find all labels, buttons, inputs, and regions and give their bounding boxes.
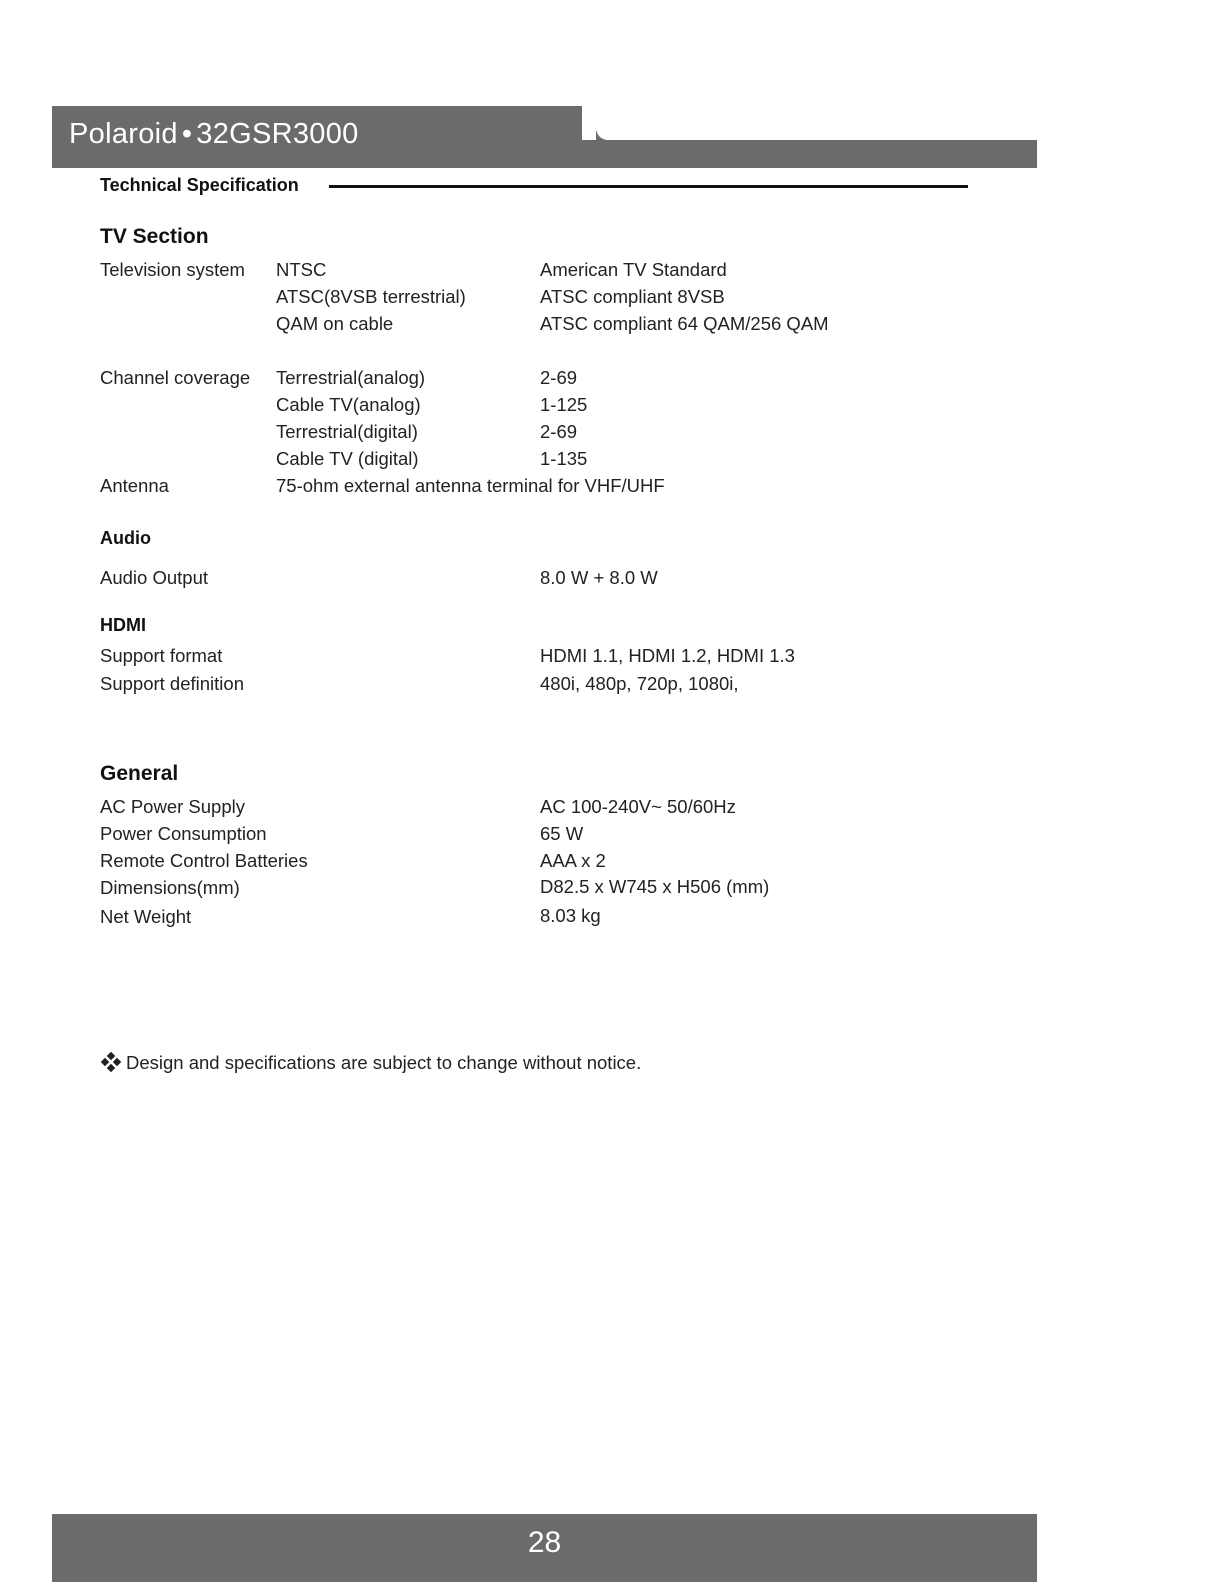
spec-value: 480i, 480p, 720p, 1080i, — [540, 673, 739, 694]
page-footer — [52, 1514, 1037, 1582]
spec-value: 2-69 — [540, 421, 578, 442]
tv-section-title: TV Section — [100, 225, 209, 248]
television-system-label: Television system — [100, 259, 245, 280]
footnote-text: Design and specifications are subject to change without notice. — [126, 1052, 642, 1073]
header-title — [69, 118, 359, 151]
channel-coverage-label: Channel coverage — [100, 367, 251, 388]
section-heading — [100, 175, 968, 197]
spec-label: Power Consumption — [100, 823, 267, 844]
spec-value: 1-125 — [540, 394, 588, 415]
audio-output-value: 8.0 W + 8.0 W — [540, 567, 658, 588]
page-header — [52, 106, 1037, 168]
spec-value: 1-135 — [540, 448, 588, 469]
spec-name: ATSC(8VSB terrestrial) — [276, 286, 466, 307]
diamond-bullet-icon — [100, 1052, 122, 1072]
spec-label: Support definition — [100, 673, 244, 694]
spec-value: AAA x 2 — [540, 850, 606, 871]
spec-value: D82.5 x W745 x H506 (mm) — [540, 876, 770, 897]
spec-label: Net Weight — [100, 906, 192, 927]
spec-label: Dimensions(mm) — [100, 877, 240, 898]
header-strip — [582, 140, 1037, 168]
spec-value: HDMI 1.1, HDMI 1.2, HDMI 1.3 — [540, 645, 795, 666]
section-rule — [329, 185, 968, 188]
general-title: General — [100, 762, 179, 785]
brand-name: Polaroid — [69, 118, 178, 150]
audio-title: Audio — [100, 528, 151, 548]
spec-label: AC Power Supply — [100, 796, 245, 817]
page-number: 28 — [527, 1526, 562, 1559]
spec-label: Support format — [100, 645, 223, 666]
spec-name: Cable TV(analog) — [276, 394, 421, 415]
model-number: 32GSR3000 — [196, 118, 359, 150]
spec-name: Cable TV (digital) — [276, 448, 419, 469]
audio-output-label: Audio Output — [100, 567, 208, 588]
spec-value: American TV Standard — [540, 259, 727, 280]
spec-label: Remote Control Batteries — [100, 850, 308, 871]
spec-value: 2-69 — [540, 367, 578, 388]
antenna-label: Antenna — [100, 475, 169, 496]
spec-name: QAM on cable — [276, 313, 394, 334]
brand-separator: • — [181, 118, 193, 150]
spec-name: Terrestrial(digital) — [276, 421, 418, 442]
section-label: Technical Specification — [100, 175, 311, 195]
spec-value: 8.03 kg — [540, 905, 601, 926]
spec-value: ATSC compliant 8VSB — [540, 286, 725, 307]
spec-name: Terrestrial(analog) — [276, 367, 426, 388]
hdmi-title: HDMI — [100, 615, 146, 635]
antenna-value: 75-ohm external antenna terminal for VHF/UHF — [276, 475, 665, 496]
spec-value: AC 100-240V~ 50/60Hz — [540, 796, 736, 817]
footnote — [100, 1052, 641, 1074]
spec-value: ATSC compliant 64 QAM/256 QAM — [540, 313, 829, 334]
spec-name: NTSC — [276, 259, 327, 280]
spec-value: 65 W — [540, 823, 584, 844]
